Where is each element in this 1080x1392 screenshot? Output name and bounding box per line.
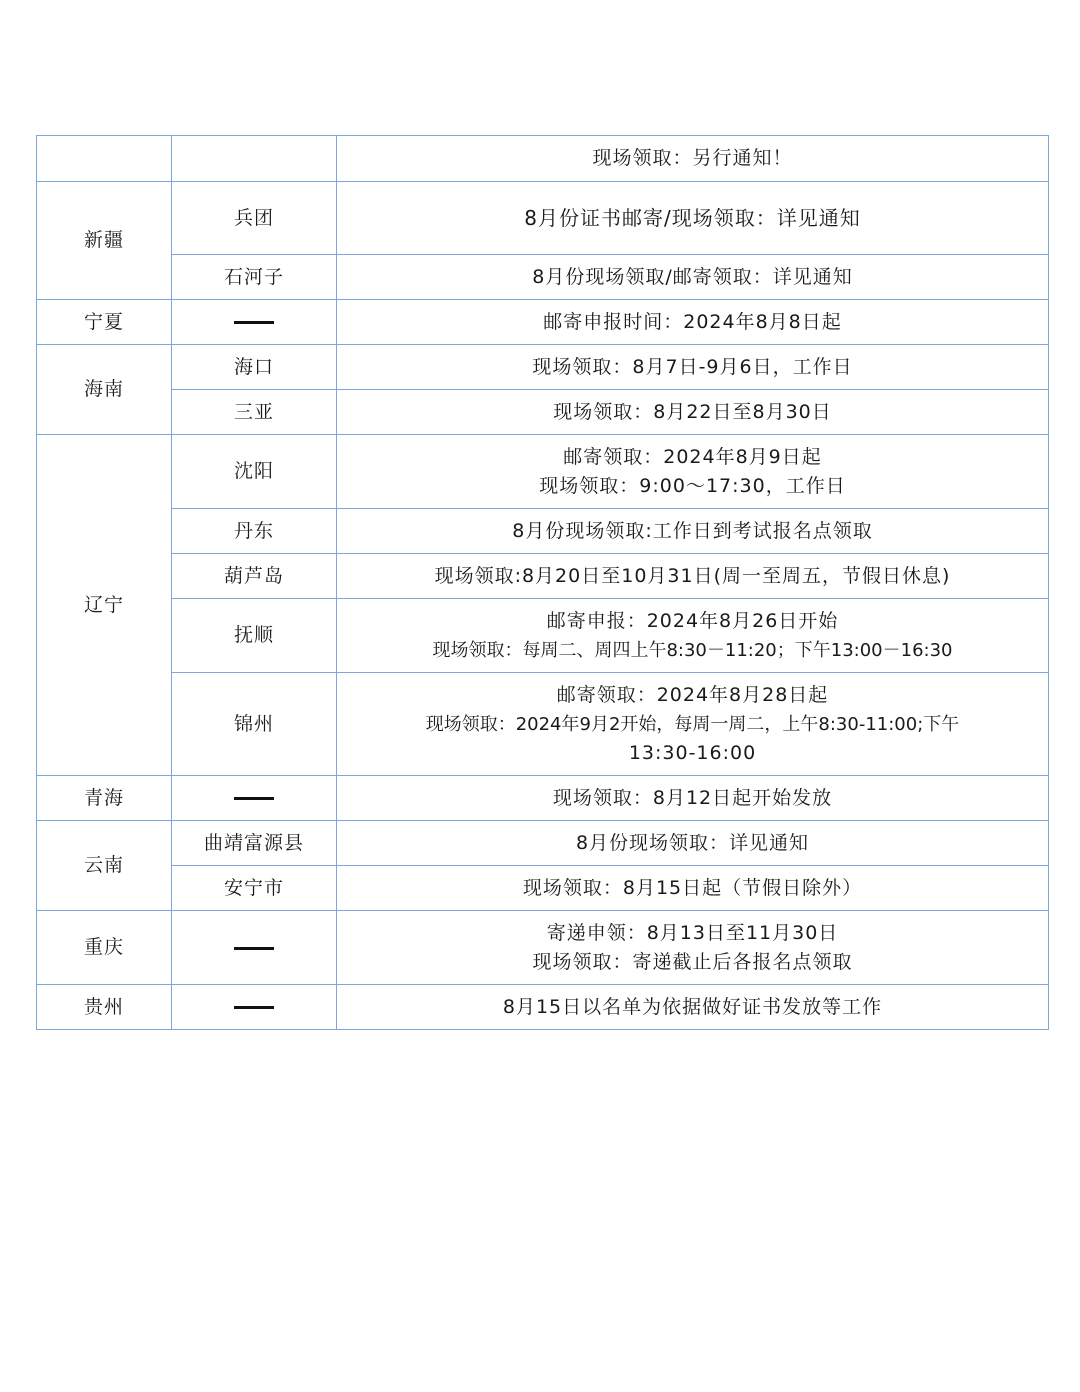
detail-line: 邮寄申报时间：2024年8月8日起 [543, 310, 842, 333]
table-row [37, 435, 1049, 509]
detail-line: 现场领取：寄递截止后各报名点领取 [532, 950, 853, 973]
detail-cell [337, 300, 1049, 345]
table-row [37, 776, 1049, 821]
city-cell: 沈阳 [172, 435, 337, 509]
table-row [37, 866, 1049, 911]
detail-line: 8月份现场领取：详见通知 [575, 831, 810, 854]
city-cell: 曲靖富源县 [172, 821, 337, 866]
city-cell [172, 911, 337, 985]
table-row [37, 911, 1049, 985]
city-cell: 抚顺 [172, 599, 337, 673]
city-cell: 葫芦岛 [172, 554, 337, 599]
detail-line: 8月份证书邮寄/现场领取：详见通知 [524, 205, 861, 230]
city-cell: 石河子 [172, 255, 337, 300]
dash-mark [234, 947, 274, 950]
city-cell [172, 985, 337, 1030]
detail-cell [337, 182, 1049, 255]
detail-cell [337, 255, 1049, 300]
detail-line: 现场领取：8月7日-9月6日，工作日 [532, 355, 853, 378]
detail-line: 现场领取：2024年9月2开始，每周一周二，上午8:30-11:00;下午 [425, 713, 960, 735]
detail-line: 8月15日以名单为依据做好证书发放等工作 [502, 995, 883, 1018]
detail-line: 现场领取：另行通知！ [592, 147, 793, 169]
detail-line: 现场领取：8月22日至8月30日 [553, 400, 832, 423]
detail-cell [337, 776, 1049, 821]
detail-line: 8月份现场领取/邮寄领取：详见通知 [532, 265, 853, 288]
detail-line: 寄递申领：8月13日至11月30日 [546, 921, 839, 944]
city-cell: 兵团 [172, 182, 337, 255]
detail-cell [337, 599, 1049, 673]
detail-cell [337, 509, 1049, 554]
dash-mark [234, 321, 274, 324]
city-cell: 三亚 [172, 390, 337, 435]
detail-cell [337, 821, 1049, 866]
detail-cell [337, 866, 1049, 911]
detail-line: 邮寄申报：2024年8月26日开始 [546, 609, 839, 632]
province-cell: 重庆 [37, 911, 172, 985]
detail-cell [337, 390, 1049, 435]
city-cell: 安宁市 [172, 866, 337, 911]
city-cell: 海口 [172, 345, 337, 390]
table-row [37, 985, 1049, 1030]
table-row [37, 390, 1049, 435]
detail-cell [337, 345, 1049, 390]
certificate-notice-table [36, 135, 1049, 1030]
table-row [37, 821, 1049, 866]
city-cell [172, 776, 337, 821]
detail-cell [337, 985, 1049, 1030]
province-cell: 海南 [37, 345, 172, 435]
province-cell: 辽宁 [37, 435, 172, 776]
province-cell [37, 136, 172, 182]
detail-cell [337, 911, 1049, 985]
detail-cell [337, 554, 1049, 599]
detail-cell [337, 136, 1049, 182]
table-row [37, 255, 1049, 300]
detail-line: 邮寄领取：2024年8月9日起 [563, 445, 822, 468]
table-row [37, 554, 1049, 599]
province-cell: 青海 [37, 776, 172, 821]
detail-line: 现场领取：8月12日起开始发放 [552, 786, 833, 809]
table-row [37, 673, 1049, 776]
detail-line: 现场领取：每周二、周四上午8:30－11:20；下午13:00－16:30 [432, 639, 953, 661]
detail-line: 现场领取:8月20日至10月31日(周一至周五，节假日休息) [434, 564, 951, 587]
detail-line: 现场领取：8月15日起（节假日除外） [522, 876, 863, 899]
table-row [37, 509, 1049, 554]
detail-line: 13:30-16:00 [628, 741, 757, 764]
dash-mark [234, 1006, 274, 1009]
table-row [37, 345, 1049, 390]
city-cell: 锦州 [172, 673, 337, 776]
province-cell: 新疆 [37, 182, 172, 300]
detail-cell [337, 435, 1049, 509]
detail-line: 邮寄领取：2024年8月28日起 [556, 683, 829, 706]
detail-line: 现场领取：9:00～17:30，工作日 [539, 474, 846, 497]
table-row [37, 300, 1049, 345]
province-cell: 宁夏 [37, 300, 172, 345]
province-cell: 贵州 [37, 985, 172, 1030]
detail-line: 8月份现场领取:工作日到考试报名点领取 [512, 519, 873, 542]
table-row [37, 599, 1049, 673]
city-cell [172, 300, 337, 345]
table-row [37, 136, 1049, 182]
city-cell: 丹东 [172, 509, 337, 554]
detail-cell [337, 673, 1049, 776]
dash-mark [234, 797, 274, 800]
table-row [37, 182, 1049, 255]
city-cell [172, 136, 337, 182]
province-cell: 云南 [37, 821, 172, 911]
